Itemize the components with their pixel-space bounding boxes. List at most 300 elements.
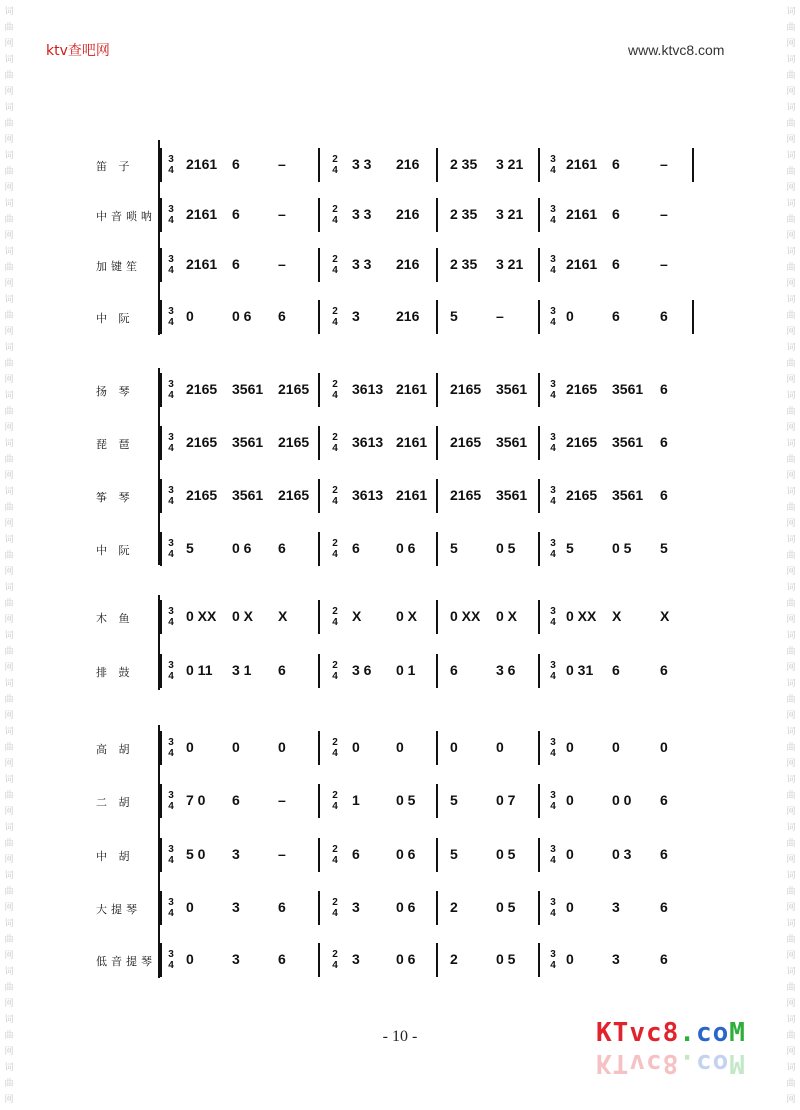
score-row bbox=[0, 534, 800, 564]
system-start-barline bbox=[160, 838, 162, 872]
site-logo[interactable] bbox=[596, 1018, 746, 1090]
time-signature: 3 4 bbox=[550, 606, 556, 628]
watermark-glyph: 曲 bbox=[4, 503, 14, 513]
note-group: 3561 bbox=[232, 487, 264, 503]
note-group: 6 bbox=[660, 951, 668, 967]
time-signature: 3 4 bbox=[168, 306, 174, 328]
note-group: 2165 bbox=[450, 381, 482, 397]
score-row bbox=[0, 733, 800, 763]
note-group: 0 6 bbox=[396, 846, 416, 862]
watermark-glyph: 曲 bbox=[786, 695, 796, 705]
note-group: 3561 bbox=[496, 434, 528, 450]
instrument-label: 笛 子 bbox=[96, 160, 134, 173]
time-signature: 3 4 bbox=[550, 306, 556, 328]
barline bbox=[538, 373, 540, 407]
watermark-glyph: 网 bbox=[4, 615, 14, 625]
note-group: 216 bbox=[396, 256, 420, 272]
score-row bbox=[0, 302, 800, 332]
watermark-glyph: 曲 bbox=[786, 791, 796, 801]
note-group: 0 5 bbox=[496, 846, 516, 862]
time-signature: 3 4 bbox=[168, 538, 174, 560]
watermark-glyph: 曲 bbox=[786, 983, 796, 993]
watermark-glyph: 词 bbox=[786, 343, 796, 353]
watermark-glyph: 曲 bbox=[4, 359, 14, 369]
note-group: 3613 bbox=[352, 487, 384, 503]
note-group: 0 5 bbox=[396, 792, 416, 808]
score-row bbox=[0, 893, 800, 923]
note-group: X bbox=[612, 608, 622, 624]
note-group: 0 bbox=[352, 739, 360, 755]
watermark-glyph: 网 bbox=[4, 183, 14, 193]
note-group: 2 bbox=[450, 951, 458, 967]
note-group: 0 6 bbox=[396, 540, 416, 556]
time-signature: 2 4 bbox=[332, 254, 338, 276]
note-group: 3 21 bbox=[496, 256, 524, 272]
watermark-glyph: 曲 bbox=[4, 167, 14, 177]
watermark-glyph: 词 bbox=[786, 775, 796, 785]
barline bbox=[436, 943, 438, 977]
note-group: 2165 bbox=[278, 487, 310, 503]
note-group: 3561 bbox=[612, 434, 644, 450]
barline bbox=[318, 838, 320, 872]
note-group: 2165 bbox=[566, 487, 598, 503]
note-group: 0 X bbox=[496, 608, 518, 624]
note-group: 2165 bbox=[186, 487, 218, 503]
watermark-glyph: 曲 bbox=[4, 935, 14, 945]
watermark-glyph: 网 bbox=[4, 87, 14, 97]
time-signature: 3 4 bbox=[168, 204, 174, 226]
note-group: 6 bbox=[660, 846, 668, 862]
time-signature: 2 4 bbox=[332, 432, 338, 454]
note-group: 3 21 bbox=[496, 156, 524, 172]
time-signature: 3 4 bbox=[550, 432, 556, 454]
time-signature: 3 4 bbox=[550, 844, 556, 866]
note-group: 0 6 bbox=[396, 951, 416, 967]
time-signature: 3 4 bbox=[550, 485, 556, 507]
watermark-glyph: 网 bbox=[4, 39, 14, 49]
note-group: 6 bbox=[352, 846, 360, 862]
barline bbox=[538, 532, 540, 566]
barline bbox=[318, 248, 320, 282]
note-group: 6 bbox=[278, 662, 286, 678]
note-group: 0 5 bbox=[496, 899, 516, 915]
note-group: 0 bbox=[186, 951, 194, 967]
watermark-glyph: 网 bbox=[4, 279, 14, 289]
time-signature: 3 4 bbox=[168, 485, 174, 507]
time-signature: 2 4 bbox=[332, 844, 338, 866]
note-group: 5 bbox=[450, 308, 458, 324]
instrument-group-bracket bbox=[158, 368, 160, 565]
note-group: 2165 bbox=[566, 381, 598, 397]
note-group: 0 XX bbox=[566, 608, 597, 624]
barline bbox=[538, 838, 540, 872]
note-group: 6 bbox=[660, 308, 668, 324]
system-start-barline bbox=[160, 300, 162, 334]
watermark-glyph: 词 bbox=[4, 919, 14, 929]
note-group: 5 0 bbox=[186, 846, 206, 862]
watermark-glyph: 网 bbox=[786, 375, 796, 385]
barline bbox=[436, 532, 438, 566]
time-signature: 3 4 bbox=[550, 154, 556, 176]
score-row bbox=[0, 840, 800, 870]
barline bbox=[692, 148, 694, 182]
watermark-glyph: 词 bbox=[786, 103, 796, 113]
watermark-glyph: 词 bbox=[4, 871, 14, 881]
watermark-glyph: 网 bbox=[786, 567, 796, 577]
time-signature: 2 4 bbox=[332, 154, 338, 176]
watermark-glyph: 网 bbox=[786, 1047, 796, 1057]
system-start-barline bbox=[160, 248, 162, 282]
note-group: 2161 bbox=[186, 206, 218, 222]
watermark-glyph: 词 bbox=[786, 391, 796, 401]
note-group: 2165 bbox=[186, 381, 218, 397]
note-group: 6 bbox=[660, 662, 668, 678]
note-group: 2165 bbox=[278, 381, 310, 397]
time-signature: 2 4 bbox=[332, 949, 338, 971]
note-group: 2165 bbox=[566, 434, 598, 450]
watermark-glyph: 词 bbox=[786, 967, 796, 977]
site-url-right[interactable]: www.ktvc8.com bbox=[628, 42, 725, 58]
watermark-glyph: 词 bbox=[786, 7, 796, 17]
note-group: 0 X bbox=[396, 608, 418, 624]
time-signature: 2 4 bbox=[332, 606, 338, 628]
watermark-glyph: 曲 bbox=[786, 311, 796, 321]
note-group: 0 bbox=[566, 846, 574, 862]
note-group: 0 bbox=[566, 308, 574, 324]
note-group: 3 bbox=[612, 899, 620, 915]
watermark-glyph: 词 bbox=[786, 679, 796, 689]
note-group: 6 bbox=[660, 792, 668, 808]
watermark-glyph: 网 bbox=[786, 231, 796, 241]
watermark-glyph: 网 bbox=[786, 423, 796, 433]
note-group: 0 5 bbox=[612, 540, 632, 556]
watermark-glyph: 词 bbox=[786, 1063, 796, 1073]
note-group: 7 0 bbox=[186, 792, 206, 808]
note-group: 3 bbox=[352, 308, 360, 324]
watermark-glyph: 网 bbox=[4, 327, 14, 337]
system-start-barline bbox=[160, 148, 162, 182]
instrument-label: 加键笙 bbox=[96, 260, 141, 273]
score-row bbox=[0, 656, 800, 686]
note-group: 6 bbox=[660, 899, 668, 915]
note-group: 5 bbox=[660, 540, 668, 556]
instrument-label: 中 阮 bbox=[96, 312, 134, 325]
time-signature: 3 4 bbox=[168, 154, 174, 176]
note-group: 3 21 bbox=[496, 206, 524, 222]
instrument-label: 中 阮 bbox=[96, 544, 134, 557]
watermark-glyph: 曲 bbox=[4, 263, 14, 273]
barline bbox=[318, 373, 320, 407]
watermark-glyph: 曲 bbox=[786, 359, 796, 369]
barline bbox=[538, 300, 540, 334]
time-signature: 3 4 bbox=[550, 790, 556, 812]
instrument-label: 排 鼓 bbox=[96, 666, 134, 679]
note-group: 2161 bbox=[566, 206, 598, 222]
barline bbox=[436, 838, 438, 872]
watermark-glyph: 词 bbox=[4, 727, 14, 737]
barline bbox=[538, 148, 540, 182]
note-group: – bbox=[278, 156, 286, 172]
site-name-left[interactable]: ktv查吧网 bbox=[46, 43, 110, 59]
note-group: 216 bbox=[396, 156, 420, 172]
time-signature: 3 4 bbox=[550, 204, 556, 226]
note-group: 5 bbox=[566, 540, 574, 556]
watermark-glyph: 词 bbox=[4, 1015, 14, 1025]
note-group: 0 11 bbox=[186, 662, 213, 678]
barline bbox=[318, 731, 320, 765]
note-group: 0 3 bbox=[612, 846, 632, 862]
time-signature: 3 4 bbox=[550, 538, 556, 560]
barline bbox=[436, 600, 438, 634]
note-group: 1 bbox=[352, 792, 360, 808]
system-start-barline bbox=[160, 654, 162, 688]
note-group: 6 bbox=[278, 899, 286, 915]
watermark-glyph: 词 bbox=[4, 103, 14, 113]
watermark-glyph: 网 bbox=[4, 807, 14, 817]
note-group: – bbox=[278, 206, 286, 222]
watermark-glyph: 曲 bbox=[786, 599, 796, 609]
note-group: 6 bbox=[612, 206, 620, 222]
note-group: 2161 bbox=[566, 256, 598, 272]
barline bbox=[436, 426, 438, 460]
note-group: 2 35 bbox=[450, 206, 478, 222]
watermark-glyph: 网 bbox=[4, 951, 14, 961]
note-group: 2165 bbox=[450, 487, 482, 503]
barline bbox=[318, 654, 320, 688]
note-group: – bbox=[660, 156, 668, 172]
note-group: 0 bbox=[496, 739, 504, 755]
watermark-glyph: 曲 bbox=[4, 1079, 14, 1089]
note-group: 5 bbox=[186, 540, 194, 556]
watermark-glyph: 曲 bbox=[786, 215, 796, 225]
note-group: 3561 bbox=[496, 487, 528, 503]
instrument-label: 低音提琴 bbox=[96, 955, 156, 968]
note-group: 2 35 bbox=[450, 256, 478, 272]
note-group: 5 bbox=[450, 792, 458, 808]
note-group: 3 6 bbox=[496, 662, 516, 678]
watermark-glyph: 词 bbox=[4, 7, 14, 17]
watermark-glyph: 词 bbox=[786, 871, 796, 881]
watermark-glyph: 网 bbox=[786, 807, 796, 817]
score-row bbox=[0, 481, 800, 511]
note-group: 0 0 bbox=[612, 792, 632, 808]
time-signature: 3 4 bbox=[168, 790, 174, 812]
watermark-glyph: 曲 bbox=[786, 407, 796, 417]
watermark-glyph: 词 bbox=[4, 295, 14, 305]
watermark-glyph: 词 bbox=[4, 967, 14, 977]
barline bbox=[538, 891, 540, 925]
system-start-barline bbox=[160, 891, 162, 925]
watermark-glyph: 网 bbox=[4, 471, 14, 481]
watermark-glyph: 曲 bbox=[4, 695, 14, 705]
time-signature: 3 4 bbox=[168, 606, 174, 628]
watermark-glyph: 词 bbox=[4, 55, 14, 65]
watermark-glyph: 网 bbox=[4, 999, 14, 1009]
time-signature: 3 4 bbox=[550, 737, 556, 759]
note-group: 6 bbox=[278, 308, 286, 324]
time-signature: 3 4 bbox=[550, 949, 556, 971]
note-group: 0 6 bbox=[232, 540, 252, 556]
time-signature: 3 4 bbox=[168, 949, 174, 971]
watermark-glyph: 网 bbox=[786, 903, 796, 913]
time-signature: 3 4 bbox=[168, 660, 174, 682]
barline bbox=[538, 654, 540, 688]
note-group: 0 bbox=[612, 739, 620, 755]
watermark-glyph: 曲 bbox=[4, 647, 14, 657]
watermark-glyph: 网 bbox=[786, 615, 796, 625]
time-signature: 2 4 bbox=[332, 897, 338, 919]
watermark-glyph: 网 bbox=[786, 279, 796, 289]
watermark-glyph: 词 bbox=[4, 775, 14, 785]
watermark-glyph: 曲 bbox=[786, 551, 796, 561]
note-group: 0 1 bbox=[396, 662, 416, 678]
score-row bbox=[0, 200, 800, 230]
note-group: – bbox=[278, 256, 286, 272]
barline bbox=[538, 731, 540, 765]
note-group: 3 1 bbox=[232, 662, 252, 678]
instrument-group-bracket bbox=[158, 595, 160, 690]
time-signature: 2 4 bbox=[332, 538, 338, 560]
note-group: 0 bbox=[396, 739, 404, 755]
watermark-glyph: 网 bbox=[4, 663, 14, 673]
note-group: 2161 bbox=[566, 156, 598, 172]
instrument-label: 中音唢呐 bbox=[96, 210, 156, 223]
note-group: 3561 bbox=[612, 381, 644, 397]
barline bbox=[436, 784, 438, 818]
note-group: 6 bbox=[232, 156, 240, 172]
watermark-glyph: 曲 bbox=[786, 887, 796, 897]
watermark-glyph: 词 bbox=[786, 535, 796, 545]
system-start-barline bbox=[160, 731, 162, 765]
watermark-glyph: 曲 bbox=[4, 551, 14, 561]
watermark-glyph: 网 bbox=[4, 567, 14, 577]
time-signature: 3 4 bbox=[168, 432, 174, 454]
score-row bbox=[0, 250, 800, 280]
watermark-glyph: 网 bbox=[786, 39, 796, 49]
note-group: – bbox=[278, 792, 286, 808]
watermark-glyph: 曲 bbox=[786, 455, 796, 465]
time-signature: 2 4 bbox=[332, 737, 338, 759]
note-group: 3 bbox=[232, 846, 240, 862]
watermark-glyph: 曲 bbox=[786, 503, 796, 513]
instrument-group-bracket bbox=[158, 725, 160, 978]
instrument-label: 琵 琶 bbox=[96, 438, 134, 451]
watermark-glyph: 词 bbox=[4, 631, 14, 641]
note-group: 0 6 bbox=[232, 308, 252, 324]
barline bbox=[318, 532, 320, 566]
watermark-glyph: 网 bbox=[786, 663, 796, 673]
watermark-glyph: 词 bbox=[786, 151, 796, 161]
time-signature: 3 4 bbox=[168, 254, 174, 276]
barline bbox=[318, 479, 320, 513]
watermark-glyph: 词 bbox=[786, 439, 796, 449]
note-group: 2165 bbox=[186, 434, 218, 450]
watermark-glyph: 网 bbox=[4, 1047, 14, 1057]
note-group: 2 bbox=[450, 899, 458, 915]
note-group: 0 7 bbox=[496, 792, 516, 808]
barline bbox=[436, 654, 438, 688]
system-start-barline bbox=[160, 198, 162, 232]
note-group: 3 bbox=[352, 899, 360, 915]
watermark-glyph: 词 bbox=[786, 1015, 796, 1025]
note-group: 3 bbox=[352, 951, 360, 967]
note-group: 0 XX bbox=[186, 608, 217, 624]
score-row bbox=[0, 602, 800, 632]
barline bbox=[436, 300, 438, 334]
watermark-glyph: 词 bbox=[786, 487, 796, 497]
barline bbox=[538, 479, 540, 513]
instrument-label: 二 胡 bbox=[96, 796, 134, 809]
watermark-glyph: 词 bbox=[4, 487, 14, 497]
note-group: 5 bbox=[450, 540, 458, 556]
note-group: 6 bbox=[232, 792, 240, 808]
system-start-barline bbox=[160, 426, 162, 460]
barline bbox=[318, 300, 320, 334]
barline bbox=[692, 300, 694, 334]
note-group: 6 bbox=[352, 540, 360, 556]
barline bbox=[318, 943, 320, 977]
note-group: 0 bbox=[232, 739, 240, 755]
note-group: 2161 bbox=[186, 156, 218, 172]
note-group: 6 bbox=[232, 206, 240, 222]
note-group: – bbox=[660, 256, 668, 272]
note-group: 0 bbox=[450, 739, 458, 755]
note-group: 0 bbox=[186, 308, 194, 324]
time-signature: 3 4 bbox=[550, 379, 556, 401]
watermark-glyph: 词 bbox=[4, 679, 14, 689]
note-group: 6 bbox=[612, 156, 620, 172]
watermark-glyph: 网 bbox=[786, 135, 796, 145]
time-signature: 2 4 bbox=[332, 660, 338, 682]
watermark-glyph: 曲 bbox=[786, 23, 796, 33]
note-group: 2161 bbox=[186, 256, 218, 272]
watermark-glyph: 词 bbox=[786, 727, 796, 737]
page-number: - 10 - bbox=[382, 1028, 418, 1045]
barline bbox=[318, 784, 320, 818]
barline bbox=[436, 891, 438, 925]
watermark-glyph: 词 bbox=[4, 823, 14, 833]
note-group: 2161 bbox=[396, 434, 428, 450]
barline bbox=[538, 248, 540, 282]
system-start-barline bbox=[160, 600, 162, 634]
instrument-label: 大提琴 bbox=[96, 903, 141, 916]
watermark-glyph: 曲 bbox=[786, 167, 796, 177]
note-group: 6 bbox=[660, 434, 668, 450]
note-group: 0 bbox=[566, 792, 574, 808]
system-start-barline bbox=[160, 479, 162, 513]
barline bbox=[538, 600, 540, 634]
watermark-glyph: 词 bbox=[4, 391, 14, 401]
watermark-glyph: 网 bbox=[786, 519, 796, 529]
watermark-glyph: 曲 bbox=[4, 23, 14, 33]
note-group: 3 3 bbox=[352, 156, 372, 172]
instrument-label: 高 胡 bbox=[96, 743, 134, 756]
time-signature: 3 4 bbox=[168, 844, 174, 866]
watermark-glyph: 词 bbox=[4, 247, 14, 257]
watermark-glyph: 词 bbox=[786, 631, 796, 641]
score-row bbox=[0, 428, 800, 458]
note-group: 2161 bbox=[396, 487, 428, 503]
watermark-glyph: 网 bbox=[4, 423, 14, 433]
note-group: 6 bbox=[660, 487, 668, 503]
score-row bbox=[0, 375, 800, 405]
watermark-glyph: 曲 bbox=[786, 1031, 796, 1041]
watermark-glyph: 网 bbox=[4, 519, 14, 529]
score-row bbox=[0, 945, 800, 975]
watermark-glyph: 曲 bbox=[786, 263, 796, 273]
note-group: 2 35 bbox=[450, 156, 478, 172]
time-signature: 3 4 bbox=[168, 737, 174, 759]
